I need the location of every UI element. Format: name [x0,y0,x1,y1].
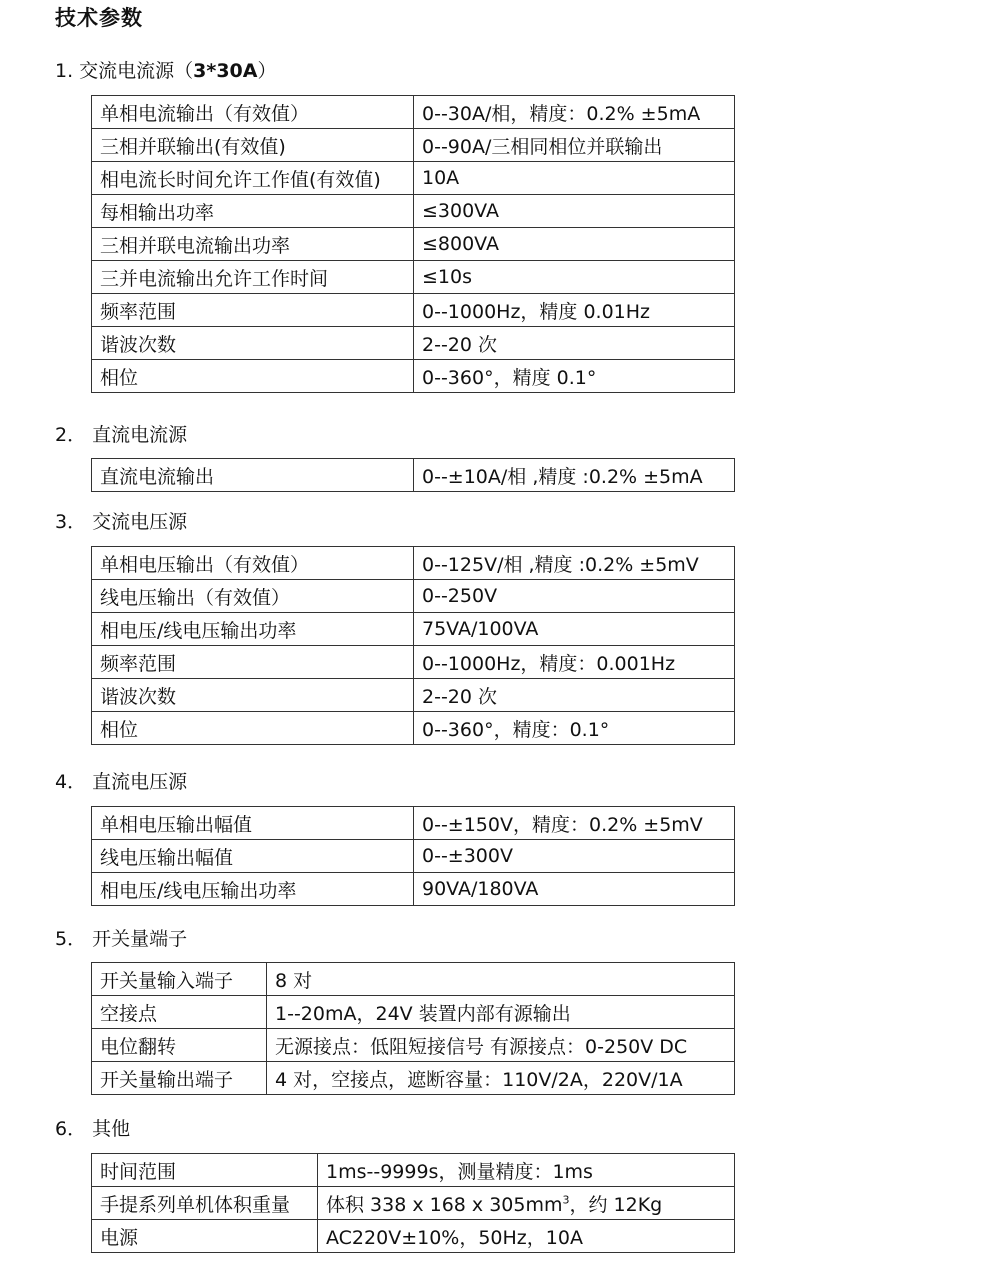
param-value: ≤800VA [414,228,735,261]
spec-table-dc-voltage [91,806,735,906]
table-row [92,129,735,162]
section-title: 交流电流源（ [79,60,194,82]
spec-table-switch-terminals [91,962,735,1095]
param-label: 三相并联电流输出功率 [92,228,414,261]
table-row [92,646,735,679]
param-label: 相电流长时间允许工作值(有效值) [92,162,414,195]
param-value: AC220V±10%，50Hz，10A [318,1220,735,1253]
param-label: 相电压/线电压输出功率 [92,873,414,906]
param-value: 0--±300V [414,840,735,873]
spec-table-ac-current [91,95,735,393]
section-title: 其他 [92,1118,131,1140]
param-label: 空接点 [92,996,267,1029]
param-label: 开关量输入端子 [92,963,267,996]
param-label: 三并电流输出允许工作时间 [92,261,414,294]
param-label: 单相电压输出幅值 [92,807,414,840]
section-title: 直流电压源 [92,771,188,793]
param-value: 0--30A/相，精度：0.2% ±5mA [414,96,735,129]
param-label: 单相电流输出（有效值） [92,96,414,129]
param-value [318,1187,735,1220]
table-row [92,1154,735,1187]
table-row [92,1062,735,1095]
param-label: 电位翻转 [92,1029,267,1062]
param-label: 单相电压输出（有效值） [92,547,414,580]
table-row [92,840,735,873]
param-label: 相位 [92,360,414,393]
volume-value: 体积 338 x 168 x 305mm [326,1193,563,1216]
table-row [92,327,735,360]
param-label: 直流电流输出 [92,459,414,492]
table-row [92,96,735,129]
param-value: 2--20 次 [414,679,735,712]
section-title: 开关量端子 [92,928,188,950]
section-number: 4． [55,771,87,793]
param-value: 0--1000Hz，精度 0.01Hz [414,294,735,327]
param-label: 开关量输出端子 [92,1062,267,1095]
section-heading-dc-current [55,420,187,447]
param-value: 0--250V [414,580,735,613]
table-row [92,228,735,261]
param-value: 2--20 次 [414,327,735,360]
param-label: 时间范围 [92,1154,318,1187]
spec-table-ac-voltage [91,546,735,745]
param-label: 谐波次数 [92,679,414,712]
table-row [92,996,735,1029]
section-number: 3． [55,511,87,533]
table-row [92,807,735,840]
table-row [92,162,735,195]
param-value: 0--360°，精度：0.1° [414,712,735,745]
param-value: 0--1000Hz，精度：0.001Hz [414,646,735,679]
table-row [92,1187,735,1220]
page-title: 技术参数 [55,6,143,30]
param-value: 75VA/100VA [414,613,735,646]
section-heading-dc-voltage [55,767,187,794]
table-row [92,1220,735,1253]
weight-value: ，约 12Kg [569,1193,663,1216]
section-number: 6． [55,1118,87,1140]
param-value: 1--20mA，24V 装置内部有源输出 [267,996,735,1029]
param-label: 频率范围 [92,646,414,679]
section-title-suffix: ） [257,60,277,82]
table-row [92,712,735,745]
section-heading-switch-terminals [55,924,187,951]
param-value: ≤10s [414,261,735,294]
section-number: 2． [55,424,87,446]
param-label: 三相并联输出(有效值) [92,129,414,162]
param-label: 线电压输出（有效值） [92,580,414,613]
table-row [92,459,735,492]
param-value: 0--90A/三相同相位并联输出 [414,129,735,162]
param-value: 0--±150V，精度：0.2% ±5mV [414,807,735,840]
param-label: 手提系列单机体积重量 [92,1187,318,1220]
param-value: 10A [414,162,735,195]
table-row [92,294,735,327]
table-row [92,613,735,646]
param-label: 每相输出功率 [92,195,414,228]
section-number: 1. [55,60,74,82]
param-value: ≤300VA [414,195,735,228]
spec-table-other [91,1153,735,1253]
param-value: 4 对，空接点，遮断容量：110V/2A，220V/1A [267,1062,735,1095]
param-value: 0--125V/相 ,精度 :0.2% ±5mV [414,547,735,580]
table-row [92,873,735,906]
param-label: 相位 [92,712,414,745]
section-title: 直流电流源 [92,424,188,446]
param-value: 无源接点：低阻短接信号 有源接点：0-250V DC [267,1029,735,1062]
section-title-bold: 3*30A [193,60,258,82]
table-row [92,195,735,228]
section-number: 5． [55,928,87,950]
param-label: 电源 [92,1220,318,1253]
table-row [92,1029,735,1062]
section-heading-ac-current [55,56,276,83]
section-title: 交流电压源 [92,511,188,533]
table-row [92,580,735,613]
param-value: 0--±10A/相 ,精度 :0.2% ±5mA [414,459,735,492]
volume-exponent: 3 [562,1193,570,1207]
param-label: 线电压输出幅值 [92,840,414,873]
param-label: 频率范围 [92,294,414,327]
table-row [92,679,735,712]
spec-table-dc-current [91,458,735,492]
param-label: 相电压/线电压输出功率 [92,613,414,646]
section-heading-other [55,1114,130,1141]
param-value: 1ms--9999s，测量精度：1ms [318,1154,735,1187]
param-label: 谐波次数 [92,327,414,360]
section-heading-ac-voltage [55,507,187,534]
table-row [92,360,735,393]
table-row [92,547,735,580]
param-value: 8 对 [267,963,735,996]
param-value: 90VA/180VA [414,873,735,906]
param-value: 0--360°，精度 0.1° [414,360,735,393]
table-row [92,963,735,996]
table-row [92,261,735,294]
